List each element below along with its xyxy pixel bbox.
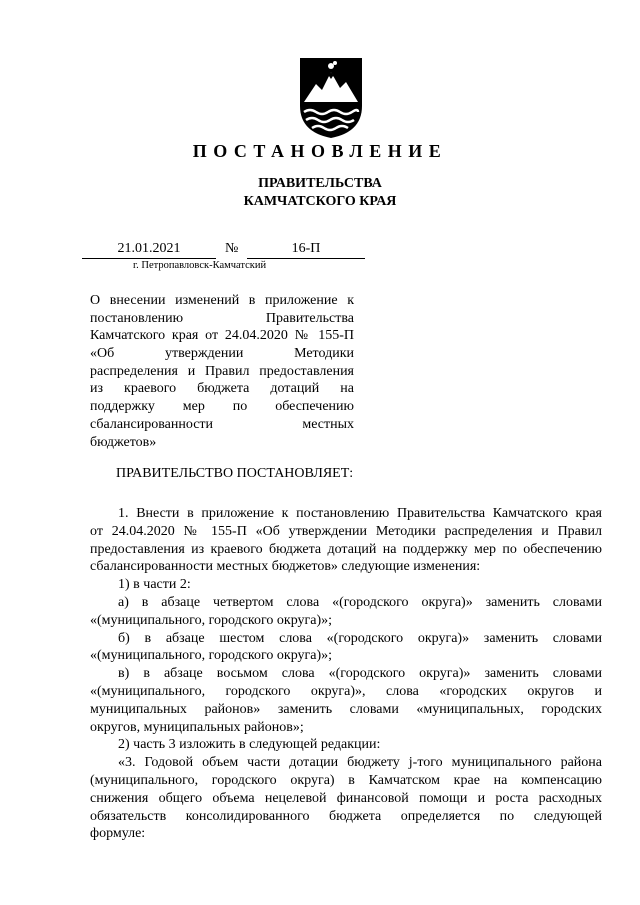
body-paragraph bbox=[90, 576, 602, 594]
subject-line: из краевого бюджета дотаций на bbox=[90, 381, 354, 397]
body-line: формуле: bbox=[90, 826, 146, 842]
document-date: 21.01.2021 bbox=[82, 240, 216, 259]
subject-line: поддержку мер по обеспечению bbox=[90, 399, 354, 415]
body-line: б) в абзаце шестом слова «(городского округа)» заменить словами bbox=[118, 630, 602, 646]
subject-line: бюджетов» bbox=[90, 434, 157, 450]
body-line: муниципальных районов» заменить словами «муниципальных, городских bbox=[90, 701, 602, 717]
kamchatka-emblem-icon bbox=[296, 54, 366, 140]
body-line: 1) в части 2: bbox=[118, 577, 191, 593]
body-line: «(муниципального, городского округа)»; bbox=[90, 612, 333, 628]
body-line: округов, муниципальных районов»; bbox=[90, 719, 304, 735]
date-number-row bbox=[82, 240, 372, 260]
body-paragraph bbox=[90, 665, 602, 736]
authority-line-2: КАМЧАТСКОГО КРАЯ bbox=[243, 194, 397, 209]
body-paragraph bbox=[90, 594, 602, 630]
body-paragraph bbox=[90, 736, 602, 754]
subject-line: «Об утверждении Методики bbox=[90, 346, 354, 362]
subject-line: О внесении изменений в приложение к bbox=[90, 293, 354, 308]
body-line: 2) часть 3 изложить в следующей редакции: bbox=[118, 737, 381, 753]
subject-line: Камчатского края от 24.04.2020 № 155-П bbox=[90, 328, 354, 344]
body-line: «(муниципального, городского округа)»; bbox=[90, 648, 333, 664]
body-line: 1. Внести в приложение к постановлению Правительства Камчатского края bbox=[118, 506, 602, 521]
body-line: предоставления из краевого бюджета дотаций на поддержку мер по обеспечению bbox=[90, 541, 602, 557]
authority-line-1: ПРАВИТЕЛЬСТВА bbox=[258, 176, 382, 191]
body-line: в) в абзаце восьмом слова «(городского округа)» заменить словами bbox=[118, 666, 602, 682]
subject-line: распределения и Правил предоставления bbox=[90, 363, 354, 379]
issuing-authority bbox=[0, 175, 640, 211]
document-number: 16-П bbox=[247, 240, 365, 259]
body-paragraph bbox=[90, 754, 602, 843]
subject-line: сбалансированности местных bbox=[90, 416, 354, 432]
body-line: снижения общего объема нецелевой финансовой помощи и роста расходных bbox=[90, 790, 602, 806]
body-paragraph bbox=[90, 505, 602, 576]
body-line: обязательств консолидированного бюджета определяется по следующей bbox=[90, 808, 602, 824]
body-line: сбалансированности местных бюджетов» следующие изменения: bbox=[90, 559, 481, 575]
decree-statement: ПРАВИТЕЛЬСТВО ПОСТАНОВЛЯЕТ: bbox=[116, 466, 354, 481]
document-body bbox=[90, 505, 602, 843]
body-line: а) в абзаце четвертом слова «(городского округа)» заменить словами bbox=[118, 594, 602, 610]
document-title: ПОСТАНОВЛЕНИЕ bbox=[192, 141, 448, 161]
body-line: от 24.04.2020 № 155-П «Об утверждении Методики распределения и Правил bbox=[90, 523, 602, 539]
body-line: (муниципального, городского округа) в Камчатском крае на компенсацию bbox=[90, 772, 602, 788]
body-line: «(муниципального, городского округа)», слова «городских округов и bbox=[90, 683, 602, 699]
body-line: «3. Годовой объем части дотации бюджету j-того муниципального района bbox=[118, 755, 602, 771]
body-paragraph bbox=[90, 630, 602, 666]
document-city: г. Петропавловск-Камчатский bbox=[133, 260, 267, 271]
subject-line: постановлению Правительства bbox=[90, 310, 354, 326]
number-sign: № bbox=[225, 241, 239, 256]
document-subject bbox=[90, 292, 354, 451]
